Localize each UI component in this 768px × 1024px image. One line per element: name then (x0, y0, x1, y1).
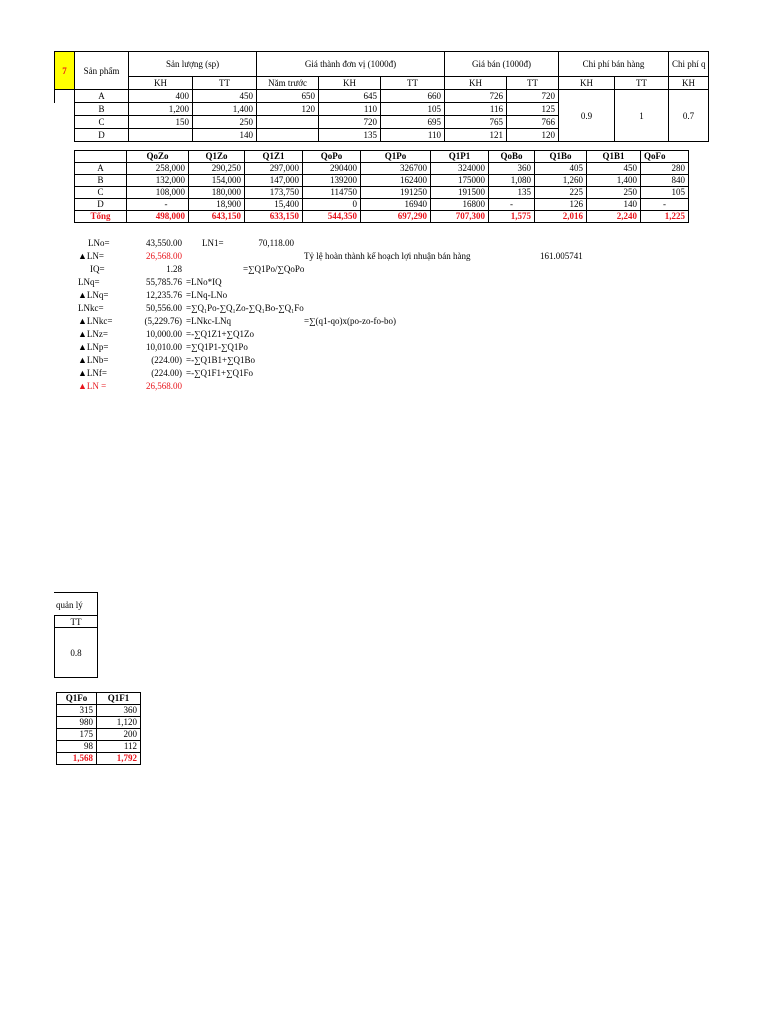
delta-lnq-value[interactable]: 12,235.76 (146, 290, 182, 300)
ln1-value[interactable]: 70,118.00 (258, 238, 294, 248)
total-cell[interactable]: 697,290 (361, 211, 431, 223)
table-cell[interactable]: 1,120 (97, 717, 141, 729)
table-cell[interactable]: 324000 (431, 163, 489, 175)
selling-tt-cell[interactable]: 1 (615, 90, 669, 142)
lnkc-value[interactable]: 50,556.00 (146, 303, 182, 313)
price-kh-cell[interactable]: 121 (445, 129, 507, 142)
mgmt-cost-header-tail[interactable]: quản lý (54, 592, 98, 616)
total-cell[interactable]: 544,350 (303, 211, 361, 223)
table-row (57, 729, 141, 741)
column-header-q1b1[interactable]: Q1B1 (587, 151, 641, 163)
table-cell[interactable]: 290400 (303, 163, 361, 175)
table-cell[interactable]: 180,000 (189, 187, 245, 199)
totals-row (57, 753, 141, 765)
qty-tt-cell[interactable]: 250 (193, 116, 257, 129)
table-row (75, 163, 689, 175)
lnq-formula[interactable]: =LNo*IQ (186, 277, 222, 287)
table-cell[interactable]: 1,260 (535, 175, 587, 187)
table-cell[interactable]: 297,000 (245, 163, 303, 175)
sheet-number-cell[interactable]: 7 (55, 52, 75, 90)
table-cell[interactable]: 98 (57, 741, 97, 753)
table-cell[interactable]: 175000 (431, 175, 489, 187)
mgmt-kh-cell[interactable]: 0.7 (669, 90, 709, 142)
delta-lnz-value[interactable]: 10,000.00 (146, 329, 182, 339)
table-row (57, 705, 141, 717)
table-cell[interactable]: 114750 (303, 187, 361, 199)
qty-kh-header[interactable]: KH (129, 77, 193, 90)
cost-tt-cell[interactable]: 660 (381, 90, 445, 103)
mgmt-cost-header[interactable]: Chi phí q (669, 52, 709, 77)
delta-lnkc-label[interactable]: ▲LNkc= (78, 316, 113, 326)
product-cell[interactable]: A (75, 90, 129, 103)
product-cell[interactable]: D (75, 129, 129, 142)
table-cell[interactable]: 191250 (361, 187, 431, 199)
column-header-q1fo[interactable]: Q1Fo (57, 693, 97, 705)
price-kh-cell[interactable]: 116 (445, 103, 507, 116)
table-header-row (75, 151, 689, 163)
table-row (75, 175, 689, 187)
cost-prev-cell[interactable]: 120 (257, 103, 319, 116)
delta-lnp-formula[interactable]: =∑Q1P1-∑Q1Po (186, 342, 248, 352)
table-row (57, 717, 141, 729)
table-header-row (57, 693, 141, 705)
table-cell[interactable]: 135 (489, 187, 535, 199)
qty-tt-header[interactable]: TT (193, 77, 257, 90)
table-cell[interactable]: 154,000 (189, 175, 245, 187)
cost-tt-cell[interactable]: 110 (381, 129, 445, 142)
column-header-qofo[interactable]: QoFo (641, 151, 689, 163)
header-empty-cell (75, 151, 127, 163)
table-cell[interactable]: 18,900 (189, 199, 245, 211)
table-cell[interactable]: 175 (57, 729, 97, 741)
delta-ln-value[interactable]: 26,568.00 (146, 251, 182, 261)
table-cell[interactable]: 360 (97, 705, 141, 717)
cost-tt-cell[interactable]: 105 (381, 103, 445, 116)
lnkc-label[interactable]: LNkc= (78, 303, 104, 313)
table-cell[interactable]: 16800 (431, 199, 489, 211)
selling-cost-header[interactable]: Chi phí bán hàng (559, 52, 669, 77)
total-cell[interactable]: 1,792 (97, 753, 141, 765)
table-cell[interactable]: 162400 (361, 175, 431, 187)
delta-lnb-label[interactable]: ▲LNb= (78, 355, 109, 365)
column-header-qobo[interactable]: QoBo (489, 151, 535, 163)
price-kh-cell[interactable]: 726 (445, 90, 507, 103)
table-cell[interactable]: 112 (97, 741, 141, 753)
table-cell[interactable]: 450 (587, 163, 641, 175)
table-cell[interactable]: 1,400 (587, 175, 641, 187)
qty-kh-cell[interactable]: 1,200 (129, 103, 193, 116)
cost-tt-cell[interactable]: 695 (381, 116, 445, 129)
qty-kh-cell[interactable] (129, 129, 193, 142)
ln1-label[interactable]: LN1= (202, 238, 224, 248)
delta-lnf-formula[interactable]: =-∑Q1F1+∑Q1Fo (186, 368, 253, 378)
qty-tt-cell[interactable]: 140 (193, 129, 257, 142)
table-cell[interactable]: 132,000 (127, 175, 189, 187)
column-header-q1zo[interactable]: Q1Zo (189, 151, 245, 163)
delta-lnz-label[interactable]: ▲LNz= (78, 329, 108, 339)
calculation-table (74, 150, 689, 223)
selling-kh-header[interactable]: KH (559, 77, 615, 90)
table-row (55, 90, 709, 103)
total-cell[interactable]: 498,000 (127, 211, 189, 223)
price-tt-header[interactable]: TT (507, 77, 559, 90)
qty-kh-cell[interactable]: 400 (129, 90, 193, 103)
delta-ln-total-value[interactable]: 26,568.00 (146, 381, 182, 391)
delta-lnz-formula[interactable]: =-∑Q1Z1+∑Q1Zo (186, 329, 254, 339)
table-cell[interactable]: 225 (535, 187, 587, 199)
table-cell[interactable]: - (489, 199, 535, 211)
product-cell[interactable]: D (75, 199, 127, 211)
product-cell[interactable]: A (75, 163, 127, 175)
table-cell[interactable]: 258,000 (127, 163, 189, 175)
qty-tt-cell[interactable]: 1,400 (193, 103, 257, 116)
price-kh-header[interactable]: KH (445, 77, 507, 90)
empty-cell (55, 116, 75, 129)
qty-kh-cell[interactable]: 150 (129, 116, 193, 129)
total-cell[interactable]: 2,240 (587, 211, 641, 223)
delta-lnf-value[interactable]: (224.00) (151, 368, 182, 378)
iq-label[interactable]: IQ= (90, 264, 105, 274)
quantity-header[interactable]: Sản lượng (sp) (129, 52, 257, 77)
delta-lnq-label[interactable]: ▲LNq= (78, 290, 109, 300)
selling-tt-header[interactable]: TT (615, 77, 669, 90)
column-header-q1p1[interactable]: Q1P1 (431, 151, 489, 163)
empty-cell (55, 103, 75, 116)
ln0-value[interactable]: 43,550.00 (146, 238, 182, 248)
empty-cell (55, 90, 75, 103)
table-cell[interactable]: 147,000 (245, 175, 303, 187)
totals-row (75, 211, 689, 223)
table-cell[interactable]: 126 (535, 199, 587, 211)
product-cell[interactable]: C (75, 116, 129, 129)
table-cell[interactable]: 315 (57, 705, 97, 717)
table-cell[interactable]: 360 (489, 163, 535, 175)
total-cell[interactable]: 2,016 (535, 211, 587, 223)
delta-lnp-label[interactable]: ▲LNp= (78, 342, 109, 352)
iq-formula[interactable]: =∑Q1Po/∑QoPo (243, 264, 305, 274)
column-header-qozo[interactable]: QoZo (127, 151, 189, 163)
total-cell[interactable]: 1,568 (57, 753, 97, 765)
table-cell[interactable]: 840 (641, 175, 689, 187)
table-cell[interactable]: 108,000 (127, 187, 189, 199)
table-cell[interactable]: 980 (57, 717, 97, 729)
product-data-table (54, 51, 709, 142)
plan-completion-ratio-label[interactable]: Tỷ lệ hoàn thành kế hoạch lợi nhuận bán hàng (304, 251, 471, 261)
column-header-q1bo[interactable]: Q1Bo (535, 151, 587, 163)
column-header-q1po[interactable]: Q1Po (361, 151, 431, 163)
cost-tt-header[interactable]: TT (381, 77, 445, 90)
total-cell[interactable]: 643,150 (189, 211, 245, 223)
product-cell[interactable]: C (75, 187, 127, 199)
unit-cost-header[interactable]: Giá thành đơn vị (1000đ) (257, 52, 445, 77)
plan-completion-ratio-value[interactable]: 161.005741 (540, 251, 583, 261)
price-tt-cell[interactable]: 720 (507, 90, 559, 103)
total-cell[interactable]: 1,225 (641, 211, 689, 223)
price-kh-cell[interactable]: 765 (445, 116, 507, 129)
product-cell[interactable]: B (75, 175, 127, 187)
table-cell[interactable]: 105 (641, 187, 689, 199)
table-cell[interactable]: 173,750 (245, 187, 303, 199)
table-cell[interactable]: 200 (97, 729, 141, 741)
table-cell[interactable]: 250 (587, 187, 641, 199)
cost-prev-header[interactable]: Năm trước (257, 77, 319, 90)
table-row (75, 199, 689, 211)
table-cell[interactable]: 0 (303, 199, 361, 211)
delta-lnkc-formula-alt[interactable]: =∑(q1-qo)x(po-zo-fo-bo) (304, 316, 396, 326)
lnkc-formula[interactable]: =∑Q₁Po-∑Q₁Zo-∑Q₁Bo-∑Q₁Fo (186, 303, 304, 313)
price-tt-cell[interactable]: 766 (507, 116, 559, 129)
table-cell[interactable]: 405 (535, 163, 587, 175)
table-row (75, 187, 689, 199)
delta-lnf-label[interactable]: ▲LNf= (78, 368, 107, 378)
table-cell[interactable]: - (641, 199, 689, 211)
delta-lnkc-formula[interactable]: =LNkc-LNq (186, 316, 232, 326)
cost-prev-cell[interactable] (257, 129, 319, 142)
delta-ln-label[interactable]: ▲LN= (78, 251, 104, 261)
delta-lnkc-value[interactable]: (5,229.76) (144, 316, 182, 326)
table-cell[interactable]: 16940 (361, 199, 431, 211)
table-cell[interactable]: 191500 (431, 187, 489, 199)
table-cell[interactable]: 15,400 (245, 199, 303, 211)
product-cell[interactable]: B (75, 103, 129, 116)
empty-cell (55, 129, 75, 142)
cost-kh-cell[interactable]: 645 (319, 90, 381, 103)
qty-tt-cell[interactable]: 450 (193, 90, 257, 103)
cost-kh-cell[interactable]: 135 (319, 129, 381, 142)
cost-prev-cell[interactable] (257, 116, 319, 129)
ln0-label[interactable]: LNo= (88, 238, 110, 248)
column-header-q1f1[interactable]: Q1F1 (97, 693, 141, 705)
total-cell[interactable]: 633,150 (245, 211, 303, 223)
delta-ln-total-label[interactable]: ▲LN = (78, 381, 107, 391)
delta-lnp-value[interactable]: 10,010.00 (146, 342, 182, 352)
total-cell[interactable]: 707,300 (431, 211, 489, 223)
delta-lnq-formula[interactable]: =LNq-LNo (186, 290, 228, 300)
column-header-qopo[interactable]: QoPo (303, 151, 361, 163)
mgmt-kh-header[interactable]: KH (669, 77, 709, 90)
price-tt-cell[interactable]: 120 (507, 129, 559, 142)
delta-lnb-formula[interactable]: =-∑Q1B1+∑Q1Bo (186, 355, 255, 365)
cost-prev-cell[interactable]: 650 (257, 90, 319, 103)
lnq-label[interactable]: LNq= (78, 277, 100, 287)
mgmt-tt-value[interactable]: 0.8 (54, 628, 98, 678)
cost-kh-header[interactable]: KH (319, 77, 381, 90)
delta-lnb-value[interactable]: (224.00) (151, 355, 182, 365)
table-cell[interactable]: 290,250 (189, 163, 245, 175)
total-cell[interactable]: 1,575 (489, 211, 535, 223)
product-header[interactable]: Sản phẩm (75, 52, 129, 90)
cost-kh-cell[interactable]: 110 (319, 103, 381, 116)
fo-table (56, 692, 141, 765)
lnq-value[interactable]: 55,785.76 (146, 277, 182, 287)
table-cell[interactable]: 139200 (303, 175, 361, 187)
selling-kh-cell[interactable]: 0.9 (559, 90, 615, 142)
table-cell[interactable]: - (127, 199, 189, 211)
column-header-q1z1[interactable]: Q1Z1 (245, 151, 303, 163)
table-cell[interactable]: 140 (587, 199, 641, 211)
price-header[interactable]: Giá bán (1000đ) (445, 52, 559, 77)
table-row (57, 741, 141, 753)
table-cell[interactable]: 1,080 (489, 175, 535, 187)
table-cell[interactable]: 280 (641, 163, 689, 175)
price-tt-cell[interactable]: 125 (507, 103, 559, 116)
iq-value[interactable]: 1.28 (166, 264, 182, 274)
total-label[interactable]: Tổng (75, 211, 127, 223)
mgmt-tt-header[interactable]: TT (54, 616, 98, 628)
cost-kh-cell[interactable]: 720 (319, 116, 381, 129)
table-cell[interactable]: 326700 (361, 163, 431, 175)
